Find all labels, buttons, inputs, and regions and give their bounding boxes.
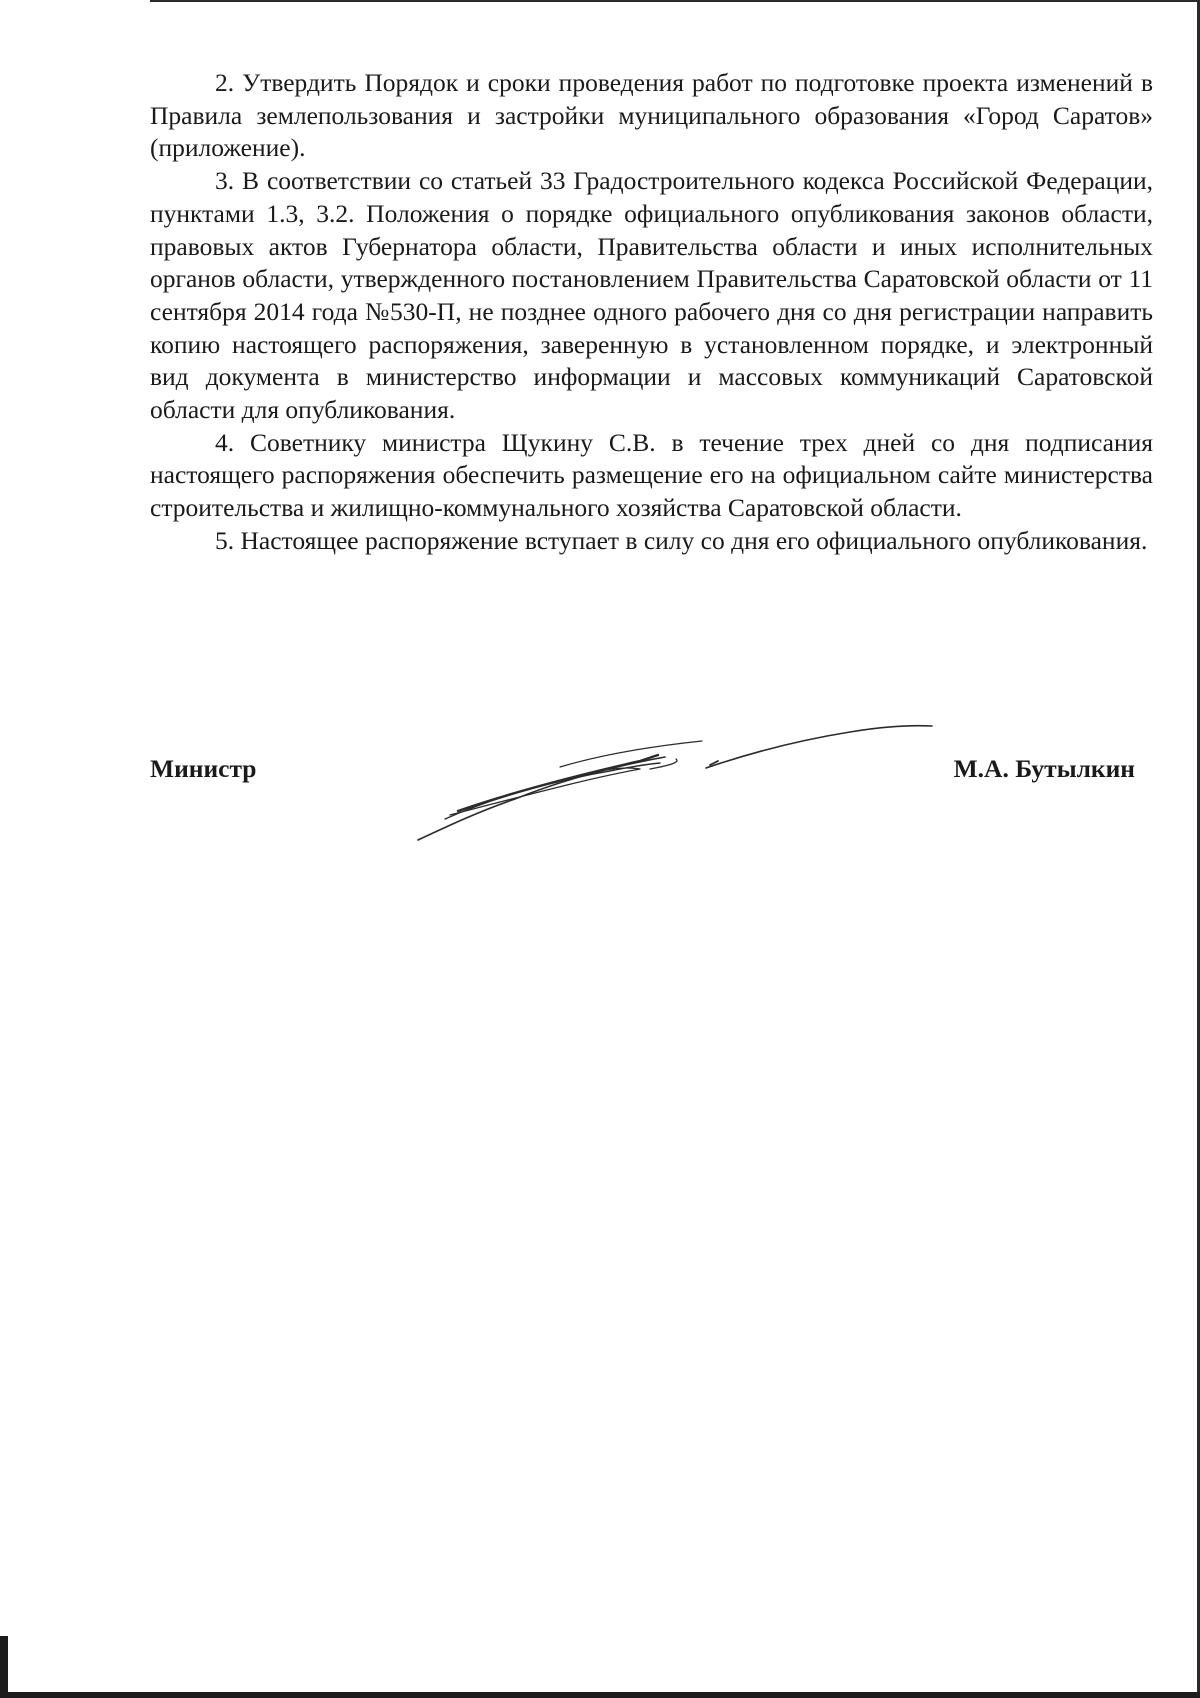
paragraph-5: 5. Настоящее распоряжение вступает в силу со дня его официального опубликования. [215, 525, 1148, 555]
signature-block [150, 754, 1135, 794]
scan-border-corner [0, 1636, 8, 1698]
paragraph-2: 2. Утвердить Порядок и сроки проведения работ по подготовке проекта изменений в Правила землепользования и застройки муниципального образования «Город Саратов» (приложение). [150, 68, 1153, 163]
paragraph-4: 4. Советнику министра Щукину С.В. в течение трех дней со дня подписания настоящего распоряжения обеспечить размещение его на официальном сайте министерства строительства и жилищно-коммунального хозяйства Саратовской области. [150, 427, 1153, 523]
scan-border-top [150, 0, 1200, 2]
scan-border-bottom [0, 1692, 1200, 1698]
document-body [150, 67, 1153, 558]
paragraph-3: 3. В соответствии со статьей 33 Градостроительного кодекса Российской Федерации, пунктами 1.3, 3.2. Положения о порядке официального опубликования законов области, правовых актов Губернатора области, Правительства области и иных исполнительных органов области, утвержденного постановлением Правительства Саратовской области от 11 сентября 2014 года №530-П, не позднее одного рабочего дня со дня регистрации направить копию настоящего распоряжения, заверенную в установленном порядке, и электронный вид документа в министерство информации и массовых коммуникаций Саратовской области для опубликования. [150, 166, 1153, 425]
signatory-name: М.А. Бутылкин [953, 754, 1135, 783]
signatory-title: Министр [150, 754, 257, 783]
